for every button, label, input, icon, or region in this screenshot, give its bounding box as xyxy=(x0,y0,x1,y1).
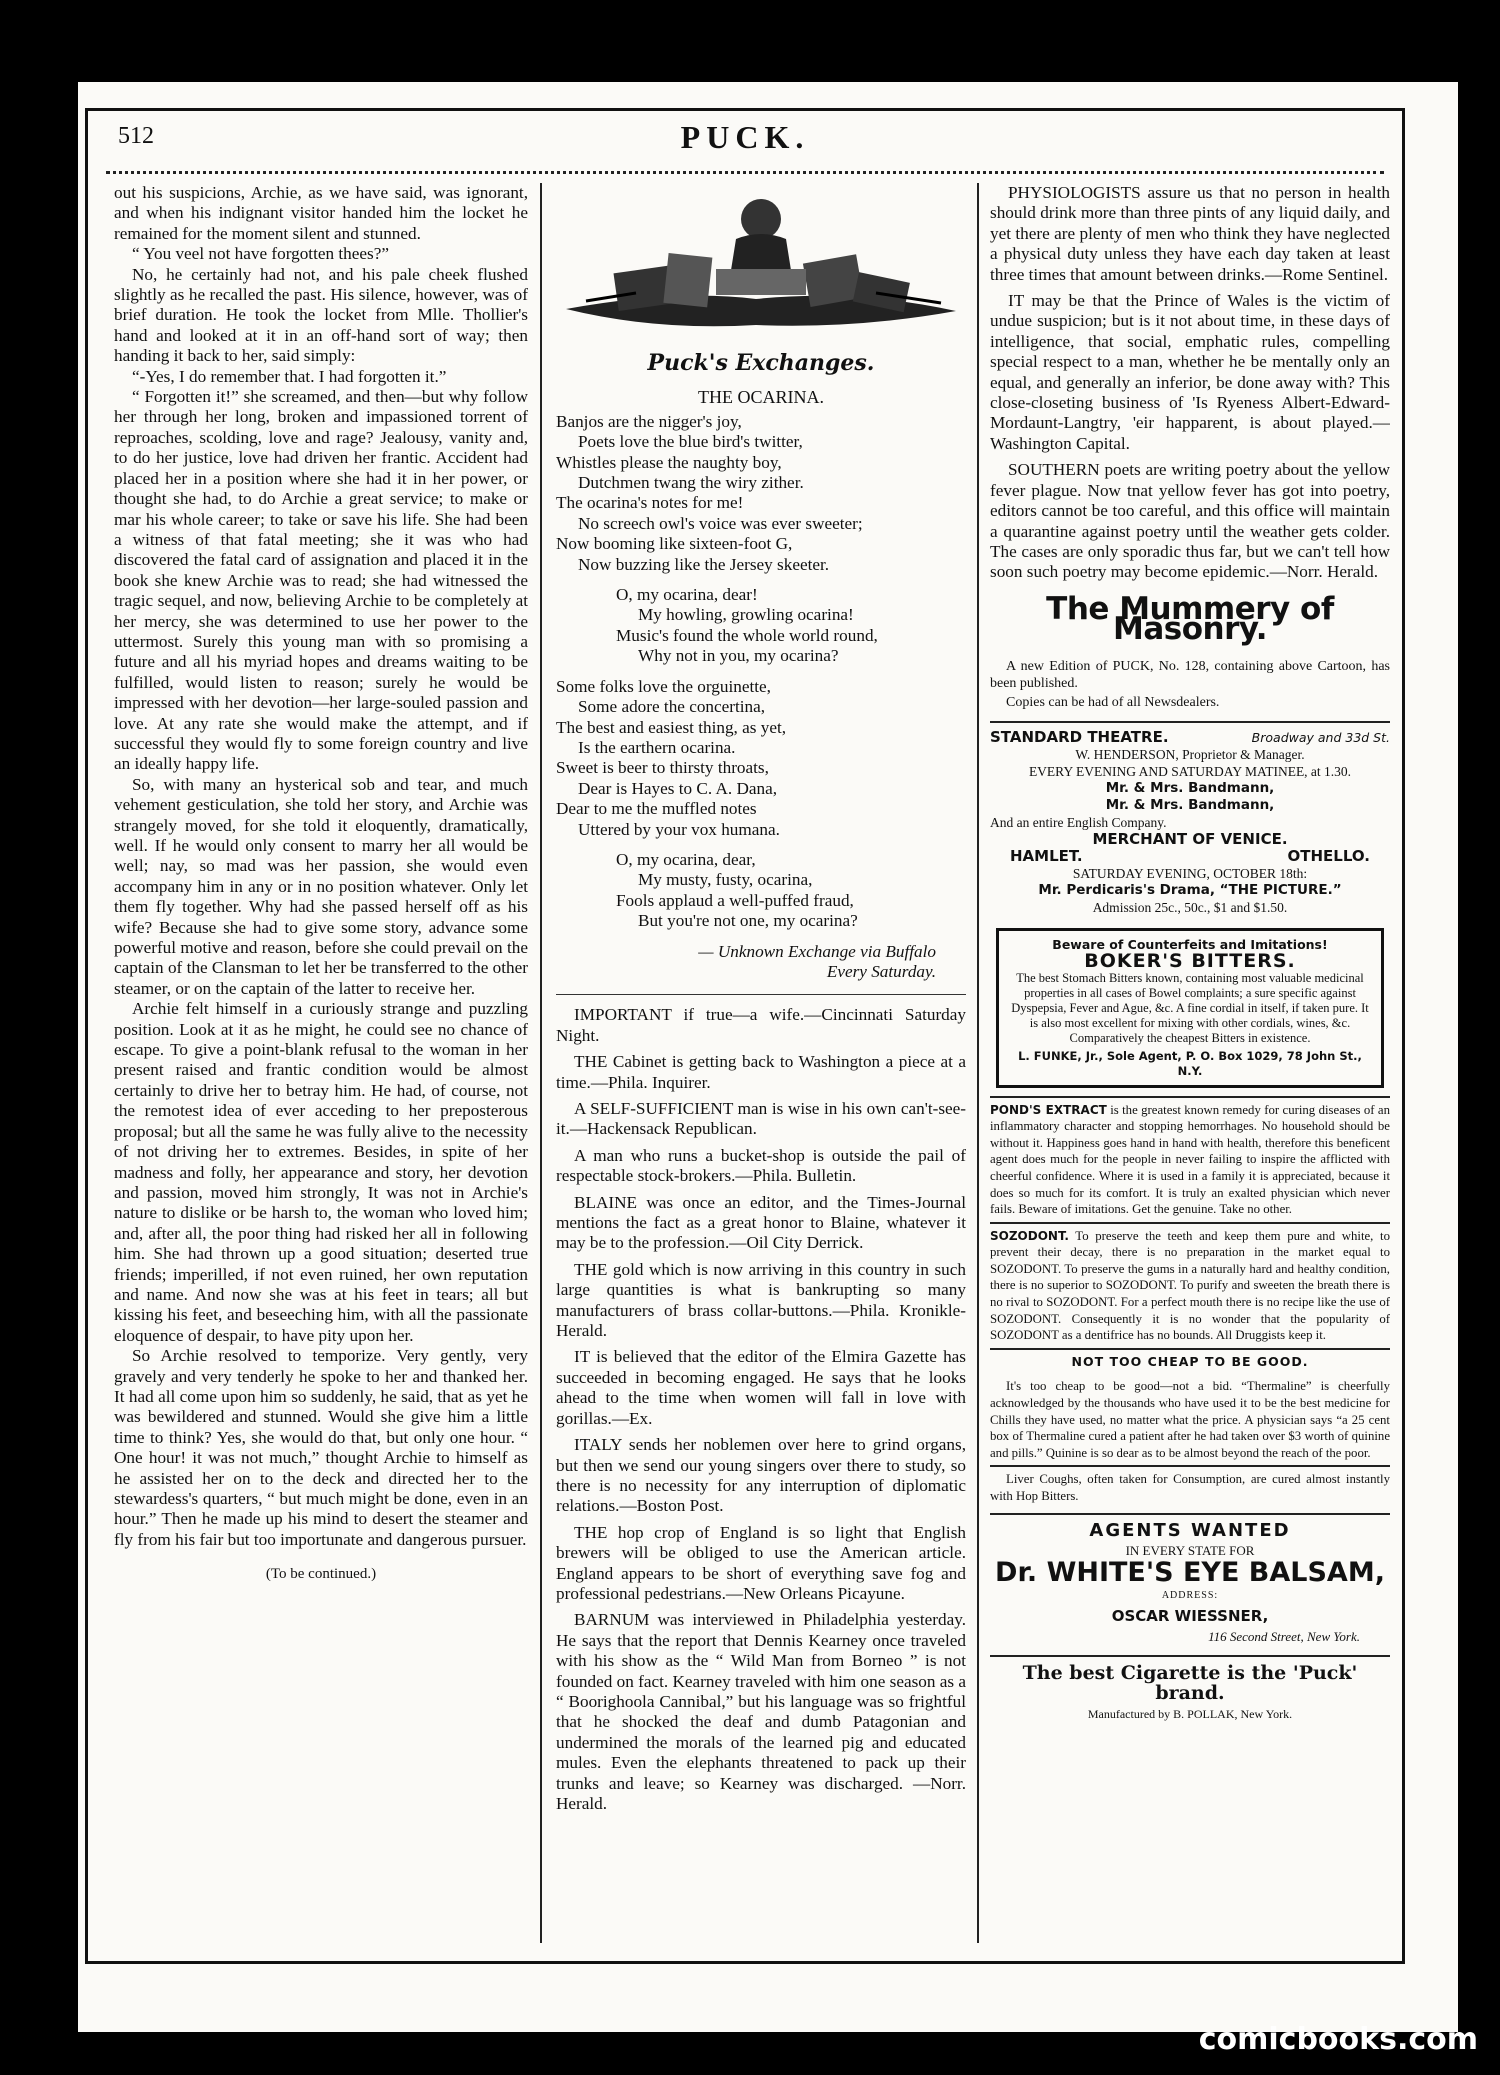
poem-line: O, my ocarina, dear! xyxy=(616,585,758,605)
masonry-ad-text: A new Edition of PUCK, No. 128, containing above Cartoon, has been published. xyxy=(990,658,1390,691)
poem-line: Music's found the whole world round, xyxy=(616,625,878,645)
theatre-play: HAMLET. xyxy=(1010,846,1083,865)
story-paragraph: So, with many an hysterical sob and tear, and much vehement gesticulation, she told her story, and Archie was strangely moved, for she told it eloquently, dramatically, well. If he would only consent to marry her all would be well; nay, so mad was her passion, she would even accompany him in any or in no position whatever. Only let them fly together. Why had she passed herself off as his wife? Because she had to give some story, advance some powerful motive and reason, before she could prevail on the captain of the Clansman to let her be transferred to the other steamer, or on the captain of the latter to receive her. xyxy=(114,774,528,998)
agents-contact: OSCAR WIESSNER, xyxy=(1111,1607,1269,1626)
poem-line: Poets love the blue bird's twitter, xyxy=(578,432,803,452)
theatre-play: OTHELLO. xyxy=(1287,846,1370,865)
hop-bitters-text: Liver Coughs, often taken for Consumption, are cured almost instantly with Hop Bitters. xyxy=(990,1472,1390,1503)
poem-line: Whistles please the naughty boy, xyxy=(556,452,782,472)
story-paragraph: “ Forgotten it!” she screamed, and then—but why follow her through her long, broken and impassioned torrent of reproaches, scolding, love and rage? Jealousy, vanity and, to do her justice, love had driven her frantic. Accident had placed her in a position where she had it in her power, or thought she had, to do Archie a great service; to make or mar his whole career; to take or save his life. She had been a witness of that fatal meeting; she it was who had discovered the fatal card of assignation and placed it in the book she knew Archie was to read; she had witnessed the tragic sequel, and now, believing Archie to be completely at her mercy, she was determined to use her power to the uttermost. Surely this young man with so promising a future and all his myriad hopes and dreams waiting to be fulfilled, would listen to reason; surely he would be impressed with her devotion—her large-souled passion and love. At any rate she would make the attempt, and if successful they would fly to some foreign country and live an ideally happy life. xyxy=(114,387,528,774)
poem-ocarina xyxy=(556,412,966,983)
poem-line: Some adore the concertina, xyxy=(578,697,766,717)
poem-line: Fools applaud a well-puffed fraud, xyxy=(616,890,854,910)
theatre-name: Broadway and 33d St. STANDARD THEATRE. xyxy=(990,727,1390,746)
thermaline-head: NOT TOO CHEAP TO BE GOOD. xyxy=(1071,1353,1309,1369)
cigarette-ad xyxy=(990,1655,1390,1724)
section-rule xyxy=(556,994,966,995)
agents-street: 116 Second Street, New York. xyxy=(1208,1628,1360,1644)
bokers-body: The best Stomach Bitters known, containing most valuable medicinal properties in all cases of Bowel complaints; a sure specific against Dyspepsia, Fever and Ague, &c. A fine cordial in itself, if taken pure. It is also most excellent for mixing with other cordials, wines, &c. Comparatively the cheapest Bitters in existence. xyxy=(1011,970,1369,1045)
agents-wanted: AGENTS WANTED xyxy=(1089,1519,1291,1541)
exchange-item: A man who runs a bucket-shop is outside the pail of respectable stock-brokers.—Phila. Bulletin. xyxy=(556,1145,966,1186)
page-frame xyxy=(85,108,1405,1964)
poem-line: Some folks love the orguinette, xyxy=(556,676,771,696)
to-be-continued: (To be continued.) xyxy=(265,1566,377,1583)
theatre-saturday: SATURDAY EVENING, OCTOBER 18th: xyxy=(1072,865,1308,881)
sozodont-body: To preserve the teeth and keep them pure and white, to prevent their decay, there is no preparation in the market equal to SOZODONT. To preserve the gums in a naturally hard and healthy condition, there is no superior to SOZODONT. To purify and sweeten the breath there is no rival to SOZODONT. For a perfect mouth there is no recipe like the use of SOZODONT. Consequently it is no wonder that the popularity of SOZODONT as a dentifrice has no bounds. All Druggists keep it. xyxy=(990,1228,1390,1343)
poem-line: No screech owl's voice was ever sweeter; xyxy=(578,513,863,533)
story-paragraph: “-Yes, I do remember that. I had forgotten it.” xyxy=(132,366,447,386)
poem-line: Uttered by your vox humana. xyxy=(578,819,780,839)
exchange-item: THE Cabinet is getting back to Washington a piece at a time.—Phila. Inquirer. xyxy=(556,1052,966,1092)
bokers-agent: L. FUNKE, Jr., Sole Agent, P. O. Box 1029, 78 John St., N.Y. xyxy=(1018,1048,1362,1078)
sozodont-lead: SOZODONT. xyxy=(990,1228,1069,1243)
masonry-ad xyxy=(990,658,1390,711)
theatre-company: And an entire English Company. xyxy=(990,814,1167,830)
masonry-ad-text: Copies can be had of all Newsdealers. xyxy=(1006,694,1220,710)
exchanges-title: Puck's Exchanges. xyxy=(647,350,875,376)
exchange-item: IT is believed that the editor of the Elmira Gazette has succeeded in becoming engaged. He says that he looks ahead to the time when women will fall in love with gorillas.—Ex. xyxy=(556,1347,966,1428)
story-paragraph: “ You veel not have forgotten thees?” xyxy=(132,244,389,264)
poem-line: Now buzzing like the Jersey skeeter. xyxy=(578,554,830,574)
header-rule xyxy=(106,171,1384,174)
column-ads xyxy=(990,183,1390,1953)
theatre-stars: Mr. & Mrs. Bandmann, xyxy=(1105,779,1275,796)
story-paragraph: out his suspicions, Archie, as we have said, was ignorant, and when his indignant visitor handed him the locket he remained for the moment silent and stunned. xyxy=(114,183,528,243)
column-exchanges xyxy=(556,183,966,1953)
theatre-address: Broadway and 33d St. xyxy=(1251,729,1390,745)
bokers-bitters-ad xyxy=(996,928,1384,1088)
poem-line: The best and easiest thing, as yet, xyxy=(556,717,787,737)
poem-line: Sweet is beer to thirsty throats, xyxy=(556,758,769,778)
poem-stanza xyxy=(556,412,966,575)
theatre-schedule: EVERY EVENING AND SATURDAY MATINEE, at 1.30. xyxy=(1028,763,1352,779)
bokers-name: BOKER'S BITTERS. xyxy=(1084,949,1296,972)
poem-line: My musty, fusty, ocarina, xyxy=(638,870,813,890)
thermaline-ad xyxy=(990,1348,1390,1462)
theatre-play: MERCHANT OF VENICE. xyxy=(1092,829,1288,848)
sozodont-ad xyxy=(990,1222,1390,1344)
poem-line: But you're not one, my ocarina? xyxy=(638,911,858,931)
exchange-item: A SELF-SUFFICIENT man is wise in his own can't-see-it.—Hackensack Republican. xyxy=(556,1099,966,1139)
masthead-title: PUCK. xyxy=(680,119,810,155)
column-story xyxy=(114,183,528,1953)
agents-state: IN EVERY STATE FOR xyxy=(1125,1543,1255,1558)
theatre-drama: Mr. Perdicaris's Drama, “THE PICTURE.” xyxy=(1038,881,1342,898)
poem-attribution: — Unknown Exchange via Buffalo xyxy=(698,941,936,961)
poem-line: Dear to me the muffled notes xyxy=(556,799,757,819)
poem-line: My howling, growling ocarina! xyxy=(638,605,854,625)
eye-balsam-name: Dr. WHITE'S EYE BALSAM, xyxy=(995,1557,1385,1589)
poem-line: The ocarina's notes for me! xyxy=(556,493,744,513)
story-paragraph: So Archie resolved to temporize. Very gently, very gravely and very tenderly he spoke to her and thanked her. It had all come upon him so suddenly, he said, that as yet he was bewildered and stunned. Would she give him a little time to think? Yes, she would do that, but only one hour. “ One hour! it was not much,” thought Archie to himself as he assisted her on to the deck and directed her to the stewardess's quarters, “ but much might be done, even in an hour.” Then he made up his mind to desert the steamer and fly from his fair but too importunate and dangerous pursuer. xyxy=(114,1346,528,1549)
eye-balsam-ad xyxy=(990,1513,1390,1647)
ponds-lead: POND'S EXTRACT xyxy=(990,1102,1107,1117)
agents-address-label: ADDRESS: xyxy=(1161,1589,1219,1601)
poem-line: O, my ocarina, dear, xyxy=(616,849,756,869)
exchange-item: IMPORTANT if true—a wife.—Cincinnati Saturday Night. xyxy=(556,1005,966,1045)
ponds-body: is the greatest known remedy for curing diseases of an inflammatory character and stopping hemorrhages. No household should be without it. Happiness goes hand in hand with health, therefore this beneficent agent does much for the people in never failing to inspire the afflicted with cheerful confidence. Where it is used in a family it is appreciated, because it does so much for its comfort. It is truly an exalted physician which never fails. Beware of imitations. Get the genuine. Take no other. xyxy=(990,1102,1390,1217)
exchange-item: IT may be that the Prince of Wales is the victim of undue suspicion; but is it not about time, in these days of intelligence, that social, emphatic rules, compelling special respect to a man, whether he be mentally only an equal, and generally an inferior, be done away with? This close-closeting business of 'Is Ryeness Albert-Edward-Mordaunt-Langtry, 'eir happarent, is about played.—Washington Capital. xyxy=(990,291,1390,453)
exchange-item: ITALY sends her noblemen over here to grind organs, but then we send our young singers over there to study, so there is no necessity for any interruption of diplomatic relations.—Boston Post. xyxy=(556,1435,966,1516)
poem-line: Is the earthern ocarina. xyxy=(578,737,736,757)
bokers-warning: Beware of Counterfeits and Imitations! xyxy=(1052,936,1328,952)
masonry-ad-title: The Mummery of Masonry. xyxy=(1046,590,1334,648)
exchange-item: THE gold which is now arriving in this country in such large quantities is what is bankrupting so many manufacturers of brass collar-buttons.—Phila. Kronikle-Herald. xyxy=(556,1259,966,1341)
exchange-item: SOUTHERN poets are writing poetry about the yellow fever plague. Now tnat yellow fever has got into poetry, editors cannot be too careful, and this office will maintain a quarantine against poetry until the weather gets colder. The cases are only sporadic thus far, but we can't tell how soon such poetry may become epidemic.—Norr. Herald. xyxy=(990,460,1390,582)
exchange-item: BARNUM was interviewed in Philadelphia yesterday. He says that the report that Dennis Kearney once traveled with his show as the “ Wild Man from Borneo ” is not founded on fact. Kearney traveled with him one season as a “ Boorighoola Cannibal,” but his language was so frightful that he shocked the deaf and dumb Patagonian and undermined the morals of the learned pig and educated mules. Even the elephants threatened to pack up their trunks and leave; so Kearney was discharged. —Norr. Herald. xyxy=(556,1610,966,1813)
theatre-stars: Mr. & Mrs. Bandmann, xyxy=(1105,796,1275,813)
theatre-admission: Admission 25c., 50c., $1 and $1.50. xyxy=(1092,899,1288,915)
poem-line: Now booming like sixteen-foot G, xyxy=(556,534,793,554)
theatre-plays-row xyxy=(990,848,1390,865)
theatre-proprietor: W. HENDERSON, Proprietor & Manager. xyxy=(1075,746,1305,762)
poem-stanza xyxy=(556,677,966,840)
poem-line: Dutchmen twang the wiry zither. xyxy=(578,473,804,493)
poem-line: Banjos are the nigger's joy, xyxy=(556,411,742,431)
exchange-item: THE hop crop of England is so light that English brewers will be obliged to use the American article. England appears to be short of everything save fog and professional pedestrians.—New Orleans Picayune. xyxy=(556,1522,966,1603)
exchanges-illustration xyxy=(556,189,966,349)
page-number: 512 xyxy=(118,123,154,149)
poem-line: Dear is Hayes to C. A. Dana, xyxy=(578,778,778,798)
poem-chorus xyxy=(556,850,966,932)
exchange-item: PHYSIOLOGISTS assure us that no person in health should drink more than three pints of any liquid daily, and yet there are plenty of men who think they have neglected a physical duty unless they have each day taken at least three times that amount between drinks.—Rome Sentinel. xyxy=(990,183,1390,284)
ponds-extract-ad xyxy=(990,1096,1390,1218)
poem-attribution: Every Saturday. xyxy=(826,961,936,981)
puck-with-papers-icon xyxy=(556,189,966,349)
poem-chorus xyxy=(556,585,966,667)
cigarette-slogan: The best Cigarette is the 'Puck' brand. xyxy=(1022,1662,1358,1705)
exchange-item: BLAINE was once an editor, and the Times-Journal mentions the fact as a great honor to Blaine, whatever it may be to the profession.—Oil City Derrick. xyxy=(556,1192,966,1253)
story-paragraph: No, he certainly had not, and his pale cheek flushed slightly as he recalled the past. His silence, however, was of brief duration. He took the locket from Mlle. Thollier's hand and looked at it in an off-hand sort of way; then handing it back to her, said simply: xyxy=(114,264,528,366)
site-watermark: comicbooks.com xyxy=(1198,2022,1478,2057)
thermaline-body: It's too cheap to be good—not a bid. “Thermaline” is cheerfully acknowledged by the thousands who have used it to be the best medicine for Chills they have used, no matter what the price. A physician says “a 25 cent box of Thermaline cured a patient after he had taken over $3 worth of quinine and pills.” Quinine is so dear as to be almost beyond the reach of the poor. xyxy=(990,1379,1390,1460)
poem-title: THE OCARINA. xyxy=(698,387,824,408)
cigarette-maker: Manufactured by B. POLLAK, New York. xyxy=(1087,1706,1293,1721)
hop-bitters-ad xyxy=(990,1465,1390,1504)
column-divider xyxy=(977,183,979,1943)
column-divider xyxy=(540,183,542,1943)
story-paragraph: Archie felt himself in a curiously strange and puzzling position. Look at it as he might, he could see no chance of escape. To give a point-blank refusal to the woman in her present raised and frantic condition would be almost certainly to drive her to betray him. He had, of course, not the remotest idea of ever acceding to her preposterous proposal; but all the same he was fully alive to the necessity of not driving her to extremes. Besides, in spite of her madness and folly, her appearance and story, her devotion and passion, moved him strongly, It was not in Archie's nature to dislike or be harsh to, the woman who loved him; and, after all, the poor thing had risked her all in following him. She had thrown up a good situation; deserted true friends; imperilled, if not even ruined, her own reputation and name. And now she was at his feet in tears; all but kissing his feet, and beseeching him, with all the passionate eloquence of despair, to have pity upon her. xyxy=(114,999,528,1345)
theatre-ad xyxy=(990,721,1390,916)
poem-line: Why not in you, my ocarina? xyxy=(638,646,839,666)
